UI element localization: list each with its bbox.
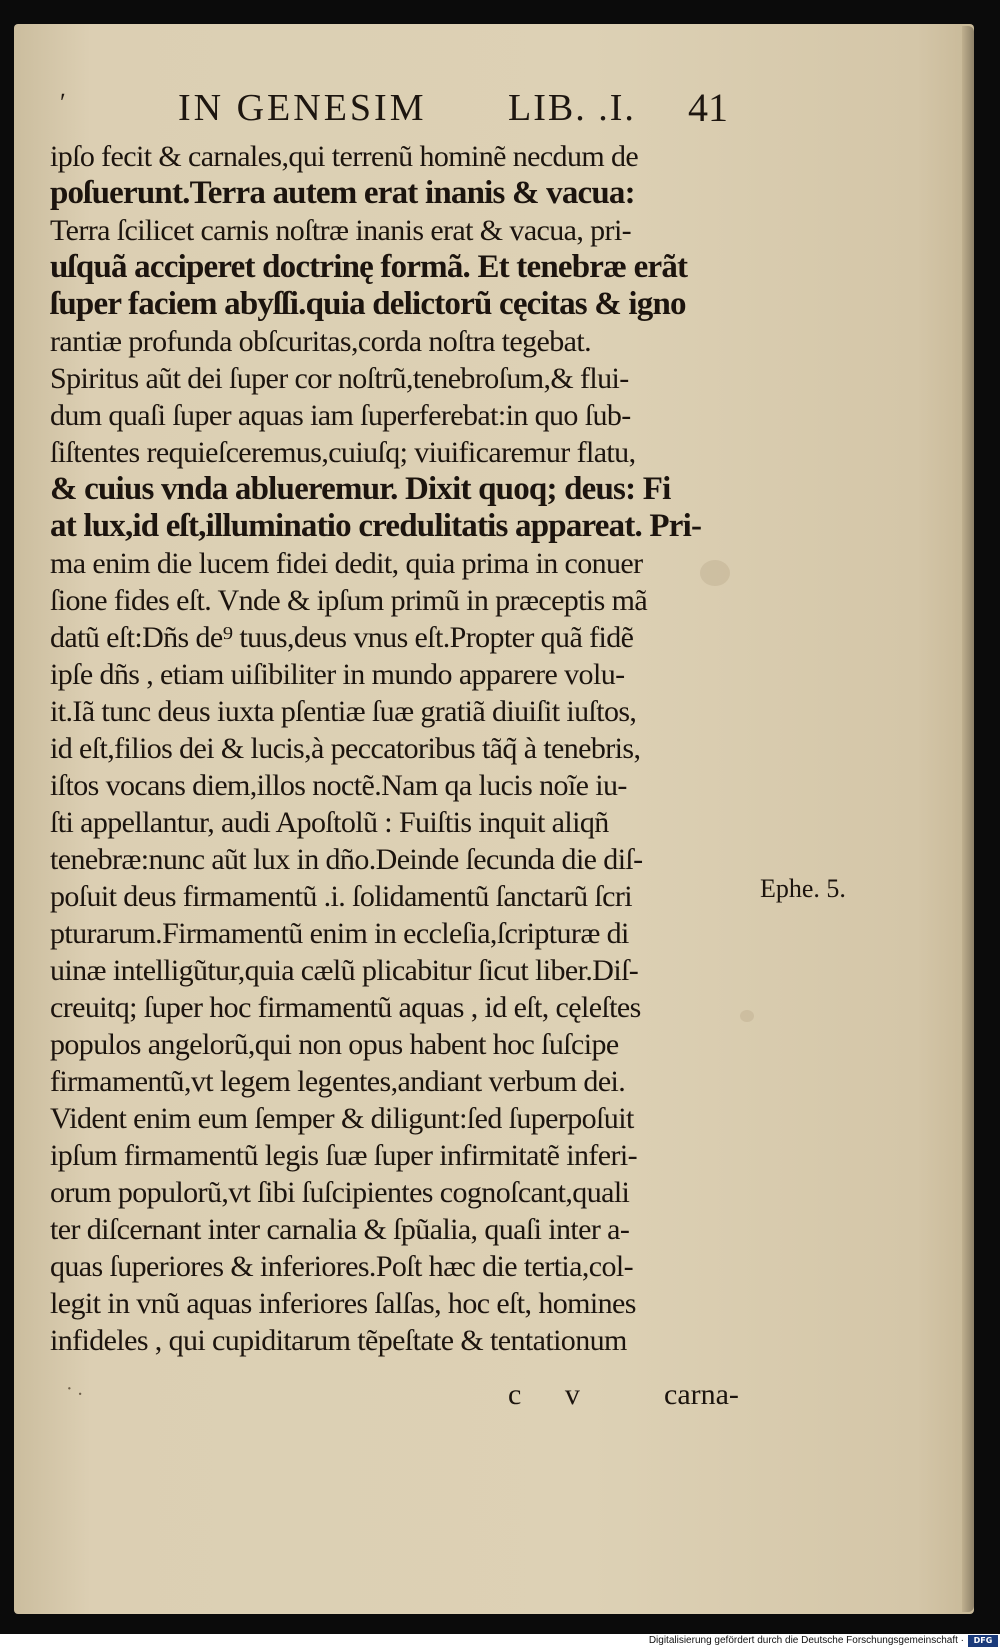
text-line: uinæ intelligũtur,quia cælũ plicabitur ſicut liber.Diſ- [50,954,639,987]
head-mark: ʹ [60,88,66,117]
text-line: & cuius vnda ablueremur. Dixit quoq; deus: Fi [50,471,671,507]
text-line: at lux,id eſt,illuminatio credulitatis appareat. Pri- [50,508,702,544]
text-line: rantiæ profunda obſcuritas,corda noſtra tegebat. [50,325,591,358]
text-line: ter diſcernant inter carnalia & ſpũalia, quaſi inter a- [50,1213,630,1246]
text-line: dum quaſi ſuper aquas iam ſuperferebat:in quo ſub- [50,399,631,432]
page-edge [962,26,974,1612]
running-head [60,82,770,132]
marginal-note: Ephe. 5. [760,874,846,903]
text-line: ipſe dñs , etiam uiſibiliter in mundo apparere volu- [50,658,625,691]
dfg-logo: DFG [968,1635,998,1647]
text-line: uſquã acciperet doctrinę formã. Et tenebræ erãt [50,249,688,285]
text-line: Terra ſcilicet carnis noſtræ inanis erat & vacua, pri- [50,214,632,247]
text-line: populos angelorũ,qui non opus habent hoc ſuſcipe [50,1028,619,1061]
text-line: Vident enim eum ſemper & diligunt:ſed ſuperpoſuit [50,1102,634,1135]
text-line: infideles , qui cupiditarum tẽpeſtate & tentationum [50,1324,627,1357]
text-line: poſuit deus firmamentũ .i. ſolidamentũ ſanctarũ ſcri [50,880,632,913]
text-line: id eſt,filios dei & lucis,à peccatoribus tãq̃ à tenebris, [50,732,641,765]
running-head-book: LIB. .I. [508,87,636,129]
text-line: orum populorũ,vt ſibi ſuſcipientes cognoſcant,quali [50,1176,630,1209]
running-head-title: IN GENESIM [178,87,427,129]
text-line: legit in vnũ aquas inferiores ſalſas, hoc eſt, homines [50,1287,636,1320]
text-line: firmamentũ,vt legem legentes,andiant verbum dei. [50,1065,626,1098]
text-line: creuitq; ſuper hoc firmamentũ aquas , id eſt, cęleſtes [50,991,641,1024]
text-line: ſuper faciem abyſſi.quia delictorũ cęcitas & igno [50,286,686,322]
text-line: Spiritus aũt dei ſuper cor noſtrũ,tenebroſum,& flui- [50,362,629,395]
catchword: carna- [664,1378,739,1411]
text-line: ma enim die lucem fidei dedit, quia prima in conuer [50,547,643,580]
catchline-marks: · . [66,1378,83,1400]
text-line: ipſo fecit & carnales,qui terrenũ hominẽ necdum de [50,140,639,173]
text-line: poſuerunt.Terra autem erat inanis & vacua: [50,175,635,211]
text-line: ſiſtentes requieſceremus,cuiuſq; viuificaremur flatu, [50,436,636,469]
text-line: ſti appellantur, audi Apoſtolũ : Fuiſtis inquit aliqñ [50,806,609,839]
text-line: pturarum.Firmamentũ enim in eccleſia,ſcripturæ di [50,917,629,950]
text-line: ſione fides eſt. Vnde & ipſum primũ in præceptis mã [50,584,648,617]
text-line: tenebræ:nunc aũt lux in dño.Deinde ſecunda die diſ- [50,843,643,876]
footer-bar [0,1634,1000,1648]
signature-mark: c v [508,1378,598,1411]
footer-credit: Digitalisierung gefördert durch die Deutsche Forschungsgemeinschaft · [648,1635,964,1646]
folio-number: 41 [688,85,728,130]
text-line: quas ſuperiores & inferiores.Poſt hæc die tertia,col- [50,1250,634,1283]
main-text [50,138,762,1359]
text-line: iſtos vocans diem,illos noctẽ.Nam qa lucis noĩe iu- [50,769,627,802]
text-line: ipſum firmamentũ legis ſuæ ſuper infirmitatẽ inferi- [50,1139,637,1172]
text-line: it.Iã tunc deus iuxta pſentiæ ſuæ gratiã diuiſit iuſtos, [50,695,637,728]
text-line: datũ eſt:Dñs de⁹ tuus,deus vnus eſt.Propter quã fidẽ [50,621,634,654]
